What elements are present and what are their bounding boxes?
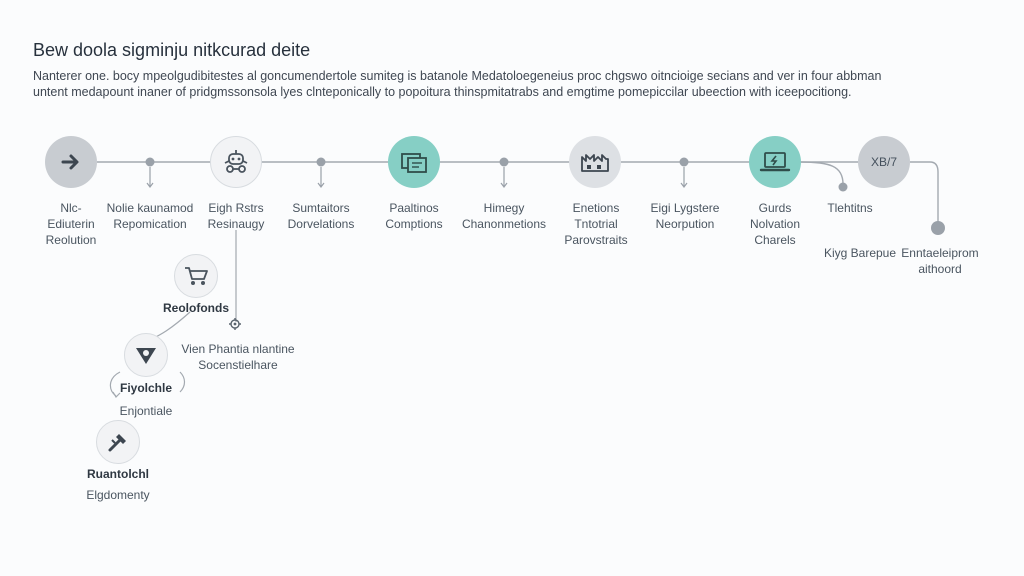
shield-icon (134, 344, 158, 366)
branch-label-6: Elgdomenty (86, 488, 150, 502)
robot-icon (222, 149, 250, 175)
timeline-label-9: Gurds Nolvation Charels (749, 201, 801, 247)
branch-label-1: Reolofonds (163, 301, 229, 315)
page-title: Bew doola sigminju nitkcurad deite (33, 40, 311, 60)
timeline-node-3[interactable] (388, 136, 440, 188)
timeline-node-5[interactable] (749, 136, 801, 188)
timeline-label-1: Nlc- Ediuterin Reolution (45, 201, 97, 247)
timeline-label-4: Sumtaitors Dorvelations (287, 201, 355, 231)
timeline-label-10: Tlehtitns (827, 201, 873, 215)
description-line-1: Nanterer one. bocy mpeolgudibitestes al goncumendertole sumiteg is batanole Medatoloegeneius proc chgswo oitncioige secians and ver in four abbman (33, 69, 882, 83)
branch-node-1[interactable] (174, 254, 218, 298)
timeline-label-12: Enntaeleiprom aithoord (901, 246, 979, 276)
laptop-icon (759, 150, 791, 174)
arrow-right-icon (60, 153, 82, 171)
branch-node-2[interactable] (124, 333, 168, 377)
timeline-node-2[interactable] (210, 136, 262, 188)
gear-icon (227, 316, 245, 332)
branch-node-3[interactable] (96, 420, 140, 464)
branch-label-2: Vien Phantia nlantine Socenstielhare (181, 342, 295, 372)
timeline-label-8: Eigi Lygstere Neorpution (650, 201, 720, 231)
timeline-label-3: Eigh Rstrs Resinaugy (207, 201, 265, 231)
branch-label-3: Fiyolchle (119, 381, 172, 395)
tools-icon (106, 430, 130, 454)
timeline-label-5: Paaltinos Comptions (385, 201, 443, 231)
timeline-node-4[interactable] (569, 136, 621, 188)
factory-icon (580, 151, 610, 173)
timeline-label-2: Nolie kaunamod Repomication (106, 201, 194, 231)
description-line-2: untent medapount inaner of pridgmssonsola lyes clnteponically to popoitura thinspmitatrabs and emgtime pomepiccilar ubeection with iceepocitiong. (33, 85, 852, 99)
documents-icon (400, 150, 428, 174)
node-text: XB/7 (870, 155, 897, 169)
cart-icon (183, 265, 209, 287)
timeline-node-1[interactable] (45, 136, 97, 188)
timeline-label-11: Kiyg Barepue (823, 246, 897, 260)
branch-label-4: Enjontiale (119, 404, 173, 418)
timeline-label-6: Himegy Chanonmetions (461, 201, 547, 231)
timeline-label-7: Enetions Tntotrial Parovstraits (564, 201, 628, 247)
timeline-node-6[interactable] (858, 136, 910, 188)
branch-label-5: Ruantolchl (87, 467, 149, 481)
